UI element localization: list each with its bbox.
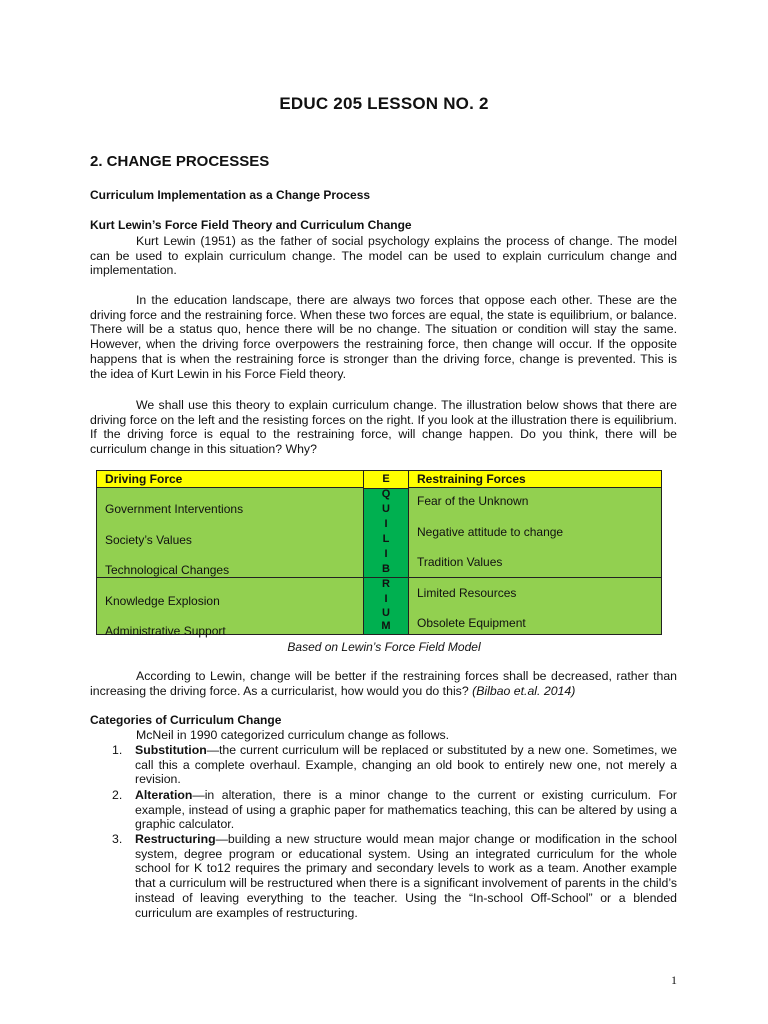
driving-item: Society’s Values: [105, 533, 192, 547]
restraining-forces-column: [409, 488, 661, 634]
row-divider: [97, 577, 363, 578]
theory-heading: Kurt Lewin’s Force Field Theory and Curriculum Change: [90, 218, 412, 232]
driving-item: Government Interventions: [105, 502, 244, 516]
subsection-heading: Curriculum Implementation as a Change Process: [90, 188, 371, 202]
categories-heading: Categories of Curriculum Change: [90, 713, 282, 727]
equilibrium-letter: I: [384, 518, 388, 530]
driving-force-column: [97, 488, 363, 638]
restraining-item: Negative attitude to change: [417, 525, 564, 539]
equilibrium-letter: U: [382, 503, 390, 515]
equilibrium-letter: E: [382, 473, 390, 485]
equilibrium-letter: R: [382, 578, 390, 590]
paragraph-1: Kurt Lewin (1951) as the father of social psychology explains the process of change. The model can be used to explain curriculum change. The model can be used to explain curriculum change and implementation.: [90, 234, 677, 278]
paragraph-2: In the education landscape, there are always two forces that oppose each other. These are the driving force and the restraining force. When these two forces are equal, the state is equilibrium, or balance. There will be a status quo, hence there will be no change. The situation or condition will stay the same. However, when the driving force overpowers the restraining force, then change will occur. If the opposite happens that is when the restraining force is stronger than the driving force, change is prevented. This is the idea of Kurt Lewin in his Force Field theory.: [90, 293, 677, 381]
table-caption: Based on Lewin’s Force Field Model: [287, 640, 481, 654]
driving-item: Administrative Support: [105, 624, 226, 638]
equilibrium-column: [363, 471, 409, 634]
restraining-item: Tradition Values: [417, 555, 503, 569]
row-divider: [409, 577, 661, 578]
paragraph-4: According to Lewin, change will be better if the restraining forces shall be decreased, rather than increasing the driving force. As a curricularist, how would you do this? (Bilbao et.al. 2014): [90, 669, 677, 698]
page-number: 1: [671, 973, 677, 987]
equilibrium-letter: B: [382, 563, 390, 575]
restraining-forces-header: Restraining Forces: [409, 471, 661, 488]
paragraph-3: We shall use this theory to explain curriculum change. The illustration below shows that there are driving force on the left and the resisting forces on the right. If you look at the illustration there is equilibrium. If the driving force is equal to the restraining force, will change happen. Do you think, there will be curriculum change in this situation? Why?: [90, 398, 677, 457]
category-term: Restructuring: [135, 832, 216, 846]
equilibrium-letter: L: [382, 533, 390, 545]
restraining-item: Fear of the Unknown: [417, 494, 529, 508]
category-term: Alteration: [135, 788, 193, 802]
categories-intro: McNeil in 1990 categorized curriculum change as follows.: [136, 728, 450, 742]
document-page: EDUC 205 LESSON NO. 2 2. CHANGE PROCESSES Curriculum Implementation as a Change Process Kurt Lewin’s Force Field Theory and Curriculum Change Kurt Lewin (1951) as the father of social psychology explains the process of change. The model can be used to explain curriculum change. The model can be used to explain curriculum change and implementation. In the education landscape, there are always two forces that oppose each other. These are the driving force and the restraining force. When these two forces are equal, the state is equilibrium, or balance. There will be a status quo, hence there will be no change. The situation or condition will stay the same. However, when the driving force overpowers the restraining force, then change will occur. If the opposite happens that is when the restraining force is stronger than the driving force, change is prevented. This is the idea of Kurt Lewin in his Force Field theory. We shall use this theory to explain curriculum change. The illustration below shows that there are driving force on the left and the resisting forces on the right. If you look at the illustration there is equilibrium. If the driving force is equal to the restraining force, will change happen. Do you think, there will be curriculum change in this situation? Why? Driving Force Government Interventions Society’s Values Technological Changes Knowledge Explosion Administrative Support E Q U I L I B R I U M Restraining Forces Fear of the Unknown Negative attitude to change Tradition Values Limited Resources Obsolete Equipment Based on Lewin’s Force Field Model According to Lewin, change will be better if the restraining forces shall be decreased, rather than increasing the driving force. As a curricularist, how would you do this? (Bilbao et.al. 2014) Categories of Curriculum Change McNeil in 1990 categorized curriculum change as follows. 1. Substitution—the current curriculum will be replaced or substituted by a new one. Sometimes, we call this a complete overhaul. Example, changing an old book to entirely new one, not merely a revision. 2. Alteration—in alteration, there is a minor change to the current or existing curriculum. For example, instead of using a graphic paper for mathematics teaching, this can be altered by using a graphic calculator. 3. Restructuring—building a new structure would mean major change or modification in the school system, degree program or educational system. Using an integrated curriculum for the whole school for K to12 requires the primary and secondary levels to work as a team. Another example that a curriculum will be restructured when there is a significant involvement of parents in the child’s instead of leaving everything to the teacher. Using the “In-school Off-School” or a blended curriculum are examples of restructuring. 1: [0, 0, 768, 1024]
driving-item: Technological Changes: [105, 563, 230, 577]
page-title: EDUC 205 LESSON NO. 2: [279, 94, 489, 113]
equilibrium-letter: U: [382, 607, 390, 619]
section-heading: 2. CHANGE PROCESSES: [90, 153, 270, 170]
equilibrium-letter: I: [384, 548, 388, 560]
citation: (Bilbao et.al. 2014): [472, 683, 576, 698]
equilibrium-letter: M: [381, 620, 391, 632]
category-term: Substitution: [135, 743, 207, 757]
driving-item: Knowledge Explosion: [105, 594, 220, 608]
list-number: 3.: [112, 832, 123, 846]
restraining-item: Obsolete Equipment: [417, 616, 526, 630]
equilibrium-letter: Q: [381, 488, 391, 500]
list-number: 1.: [112, 743, 123, 757]
equilibrium-letter: I: [384, 593, 388, 605]
force-field-table: [96, 470, 662, 638]
restraining-item: Limited Resources: [417, 586, 517, 600]
driving-force-header: Driving Force: [97, 471, 363, 488]
list-number: 2.: [112, 788, 123, 802]
